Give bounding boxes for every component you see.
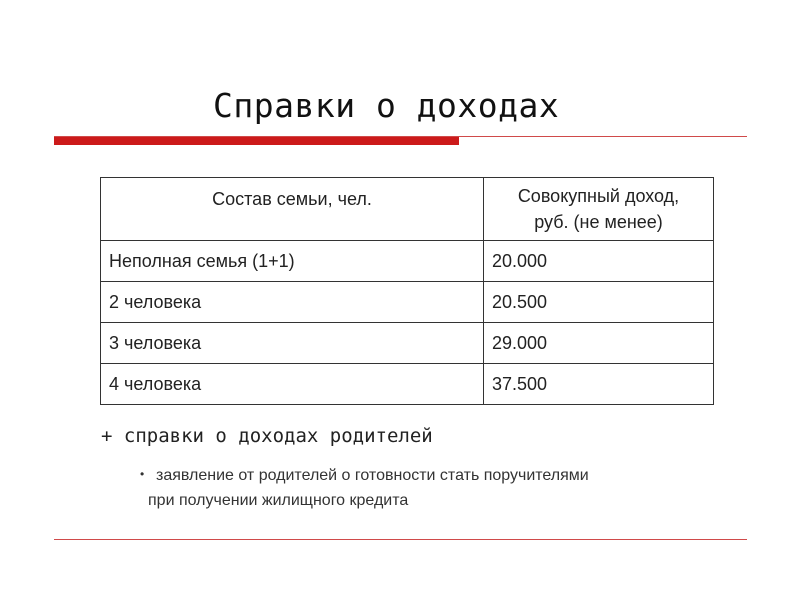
- table-row: [101, 364, 714, 405]
- cell-family: 2 человека: [101, 282, 484, 323]
- cell-income: 37.500: [484, 364, 714, 405]
- slide-title: Справки о доходах: [213, 86, 560, 125]
- header-total-income: [484, 178, 714, 241]
- bullet-icon: •: [140, 467, 145, 481]
- table-row: [101, 282, 714, 323]
- bullet-text-line2: при получении жилищного кредита: [148, 492, 409, 509]
- footer-rule: [54, 539, 747, 540]
- cell-income: 20.500: [484, 282, 714, 323]
- header-family-size: Состав семьи, чел.: [101, 178, 484, 241]
- cell-family: 3 человека: [101, 323, 484, 364]
- parents-income-note: + справки о доходах родителей: [101, 425, 433, 447]
- header-total-income-line1: Совокупный доход,: [517, 186, 680, 206]
- table-row: [101, 323, 714, 364]
- cell-family: 4 человека: [101, 364, 484, 405]
- header-total-income-line2: руб. (не менее): [534, 212, 663, 232]
- table-row: [101, 241, 714, 282]
- income-table: [100, 177, 714, 405]
- bullet-text-line1: заявление от родителей о готовности стать поручителями: [156, 467, 589, 484]
- cell-family: Неполная семья (1+1): [101, 241, 484, 282]
- cell-income: 20.000: [484, 241, 714, 282]
- title-rule-accent: [54, 137, 459, 145]
- cell-income: 29.000: [484, 323, 714, 364]
- table-header-row: [101, 178, 714, 241]
- bullet-item: [140, 462, 740, 513]
